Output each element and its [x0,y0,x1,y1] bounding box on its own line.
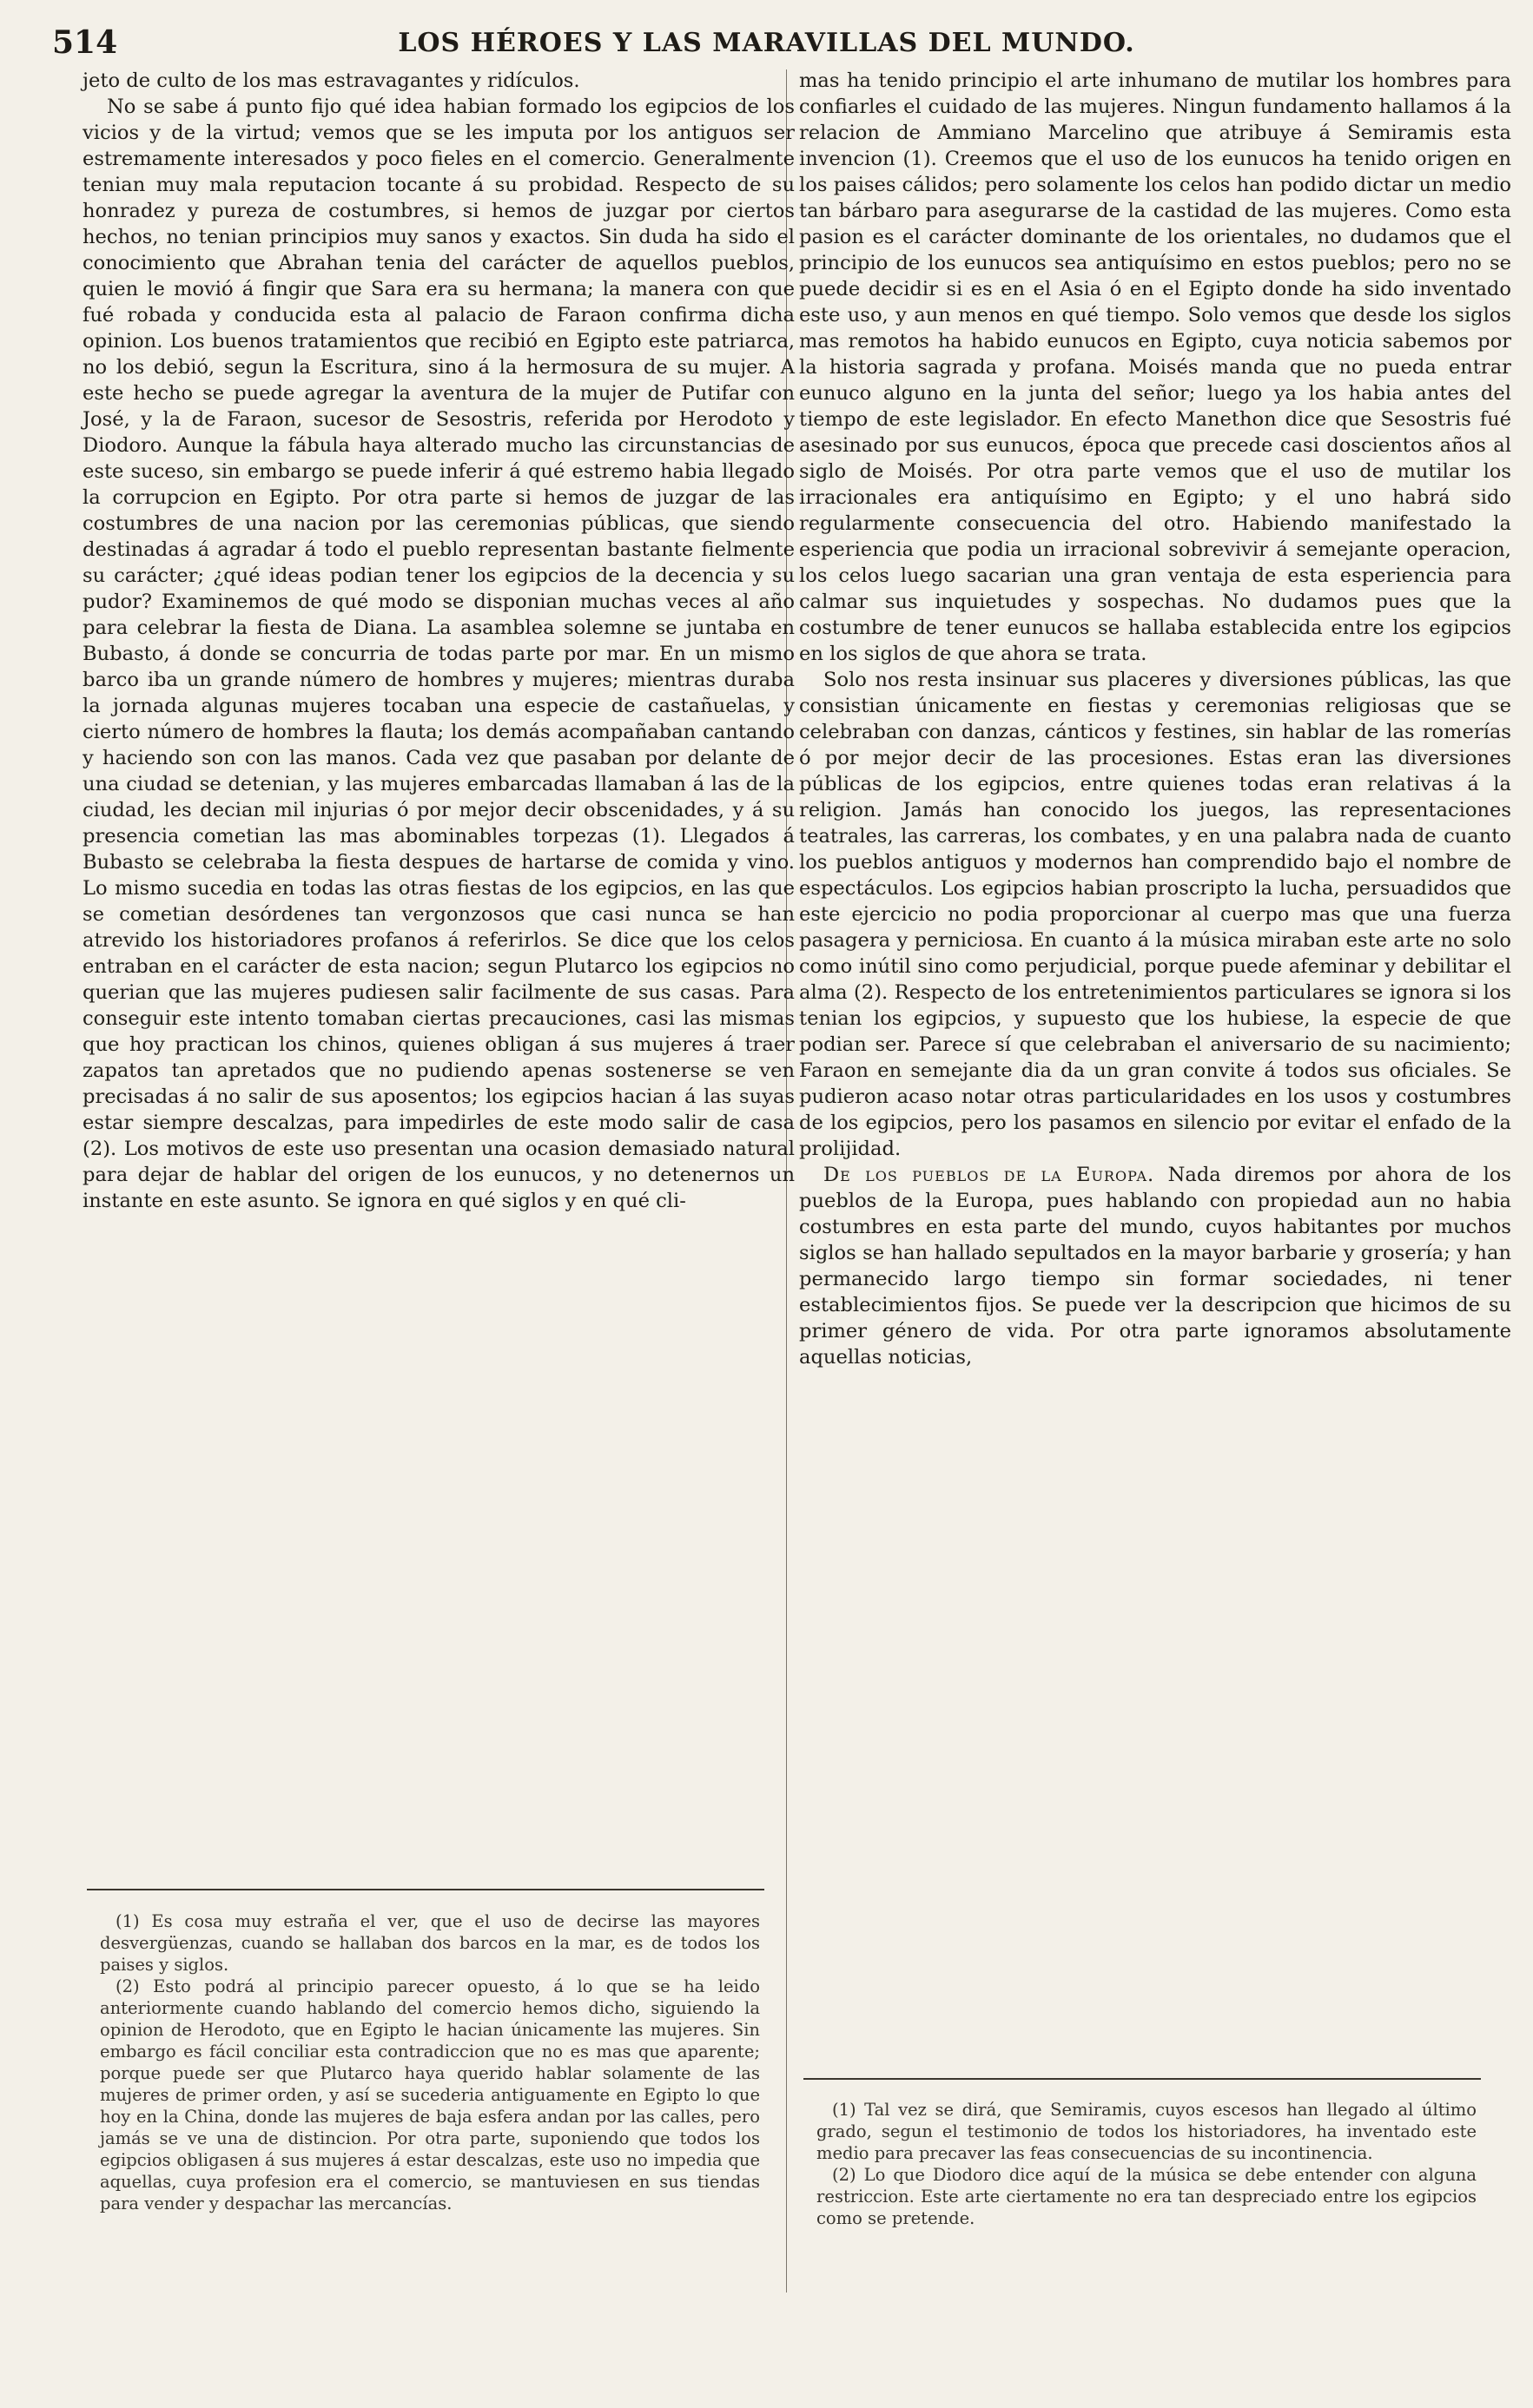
page-header [52,24,1481,68]
footnote: (1) Es cosa muy estraña el ver, que el uso de decirse las mayores desvergüenzas, cuando se hallaban dos barcos en la mar, es de todos los paises y siglos. [100,1911,760,1975]
paragraph: Solo nos resta insinuar sus placeres y diversiones públicas, las que consistian únicamente en fiestas y ceremonias religiosas que se celebraban con danzas, cánticos y festines, sin hablar de las romerías ó por mejor decir de las procesiones. Estas eran las diversiones públicas de los egipcios, entre quienes todas eran relativas á la religion. Jamás han conocido los juegos, las representaciones teatrales, las carreras, los combates, y en una palabra nada de cuanto los pueblos antiguos y modernos han comprendido bajo el nombre de espectáculos. Los egipcios habian proscripto la lucha, persuadidos que este ejercicio no podia proporcionar al cuerpo mas que una fuerza pasagera y perniciosa. En cuanto á la música miraban este arte no solo como inútil sino como perjudicial, porque puede afeminar y debilitar el alma (2). Respecto de los entretenimientos particulares se ignora si los tenian los egipcios, y supuesto que los hubiese, la especie de que podian ser. Parece sí que celebraban el aniversario de su nacimiento; Faraon en semejante dia da un gran convite á todos sus oficiales. Se pudieron acaso notar otras particularidades en los usos y costumbres de los egipcios, pero los pasamos en silencio por evitar el enfado de la prolijidad. [799,669,1511,1160]
paragraph: mas ha tenido principio el arte inhumano de mutilar los hombres para confiarles el cuidado de las mujeres. Ningun fundamento hallamos á la relacion de Ammiano Marcelino que atribuye á Semiramis esta invencion (1). Creemos que el uso de los eunucos ha tenido origen en los paises cálidos; pero solamente los celos han podido dictar un medio tan bárbaro para asegurarse de la castidad de las mujeres. Como esta pasion es el carácter dominante de los orientales, no dudamos que el principio de los eunucos sea antiquísimo en estos pueblos; pero no se puede decidir si es en el Asia ó en el Egipto donde ha sido inventado este uso, y aun menos en qué tiempo. Solo vemos que desde los siglos mas remotos ha habido eunucos en Egipto, cuya noticia sabemos por la historia sagrada y profana. Moisés manda que no pueda entrar eunuco alguno en la junta del señor; luego ya los habia antes del tiempo de este legislador. En efecto Manethon dice que Sesostris fué asesinado por sus eunucos, época que precede casi doscientos años al siglo de Moisés. Por otra parte vemos que el uso de mutilar los irracionales era antiquísimo en Egipto; y el uno habrá sido regularmente consecuencia del otro. Habiendo manifestado la esperiencia que podia un irracional sobrevivir á semejante operacion, los celos luego sacarian una gran ventaja de esta esperiencia para calmar sus inquietudes y sospechas. No dudamos pues que la costumbre de tener eunucos se hallaba establecida entre los egipcios en los siglos de que ahora se trata. [799,69,1511,665]
footnotes-left [100,1910,760,2214]
left-column [83,68,795,1214]
page-number: 514 [52,24,118,61]
section-heading: De los pueblos de la Europa. [823,1164,1155,1186]
footnote: (1) Tal vez se dirá, que Semiramis, cuyos escesos han llegado al último grado, segun el testimonio de todos los historiadores, ha inventado este medio para precaver las feas consecuencias de su incontinencia. [816,2100,1477,2163]
section-text: Nada diremos por ahora de los pueblos de la Europa, pues hablando con propiedad aun no habia costumbres en esta parte del mundo, cuyos habitantes por muchos siglos se han hallado sepultados en la mayor barbarie y grosería; y han permanecido largo tiempo sin formar sociedades, ni tener establecimientos fijos. Se puede ver la descripcion que hicimos de su primer género de vida. Por otra parte ignoramos absolutamente aquellas noticias, [799,1164,1511,1369]
running-title: LOS HÉROES Y LAS MARAVILLAS DEL MUNDO. [398,28,1135,58]
footnote: (2) Esto podrá al principio parecer opuesto, á lo que se ha leido anteriormente cuando hablando del comercio hemos dicho, siguiendo la opinion de Herodoto, que en Egipto le hacian únicamente las mujeres. Sin embargo es fácil conciliar esta contradiccion que no es mas que aparente; porque puede ser que Plutarco haya querido hablar solamente de las mujeres de primer orden, y así se sucederia antiguamente en Egipto lo que hoy en la China, donde las mujeres de baja esfera andan por las calles, pero jamás se ve una de distincion. Por otra parte, suponiendo que todos los egipcios obligasen á sus mujeres á estar descalzas, este uso no impedia que aquellas, cuya profesion era el comercio, se mantuviesen en sus tiendas para vender y despachar las mercancías. [100,1976,760,2213]
paragraph: No se sabe á punto fijo qué idea habian formado los egipcios de los vicios y de la virtud; vemos que se les imputa por los antiguos ser estremamente interesados y poco fieles en el comercio. Generalmente tenian muy mala reputacion tocante á su probidad. Respecto de su honradez y pureza de costumbres, si hemos de juzgar por ciertos hechos, no tenian principios muy sanos y exactos. Sin duda ha sido el conocimiento que Abrahan tenia del carácter de aquellos pueblos, quien le movió á fingir que Sara era su hermana; la manera con que fué robada y conducida esta al palacio de Faraon confirma dicha opinion. Los buenos tratamientos que recibió en Egipto este patriarca, no los debió, segun la Escritura, sino á la hermosura de su mujer. A este hecho se puede agregar la aventura de la mujer de Putifar con José, y la de Faraon, sucesor de Sesostris, referida por Herodoto y Diodoro. Aunque la fábula haya alterado mucho las circunstancias de este suceso, sin embargo se puede inferir á qué estremo habia llegado la corrupcion en Egipto. Por otra parte si hemos de juzgar de las costumbres de una nacion por las ceremonias públicas, que siendo destinadas á agradar á todo el pueblo representan bastante fielmente su carácter; ¿qué ideas podian tener los egipcios de la decencia y su pudor? Examinemos de qué modo se disponian muchas veces al año para celebrar la fiesta de Diana. La asamblea solemne se juntaba en Bubasto, á donde se concurria de todas parte por mar. En un mismo barco iba un grande número de hombres y mujeres; mientras duraba la jornada algunas mujeres tocaban una especie de castañuelas, y cierto número de hombres la flauta; los demás acompañaban cantando y haciendo son con las manos. Cada vez que pasaban por delante de una ciudad se detenian, y las mujeres embarcadas llamaban á las de la ciudad, les decian mil injurias ó por mejor decir obscenidades, y á su presencia cometian las mas abominables torpezas (1). Llegados á Bubasto se celebraba la fiesta despues de hartarse de comida y vino. Lo mismo sucedia en todas las otras fiestas de los egipcios, en las que se cometian desórdenes tan vergonzosos que casi nunca se han atrevido los historiadores profanos á referirlos. Se dice que los celos entraban en el carácter de esta nacion; segun Plutarco los egipcios no querian que las mujeres pudiesen salir facilmente de sus casas. Para conseguir este intento tomaban ciertas precauciones, casi las mismas que hoy practican los chinos, quienes obligan á sus mujeres á traer zapatos tan apretados que no pudiendo apenas sostenerse se ven precisadas á no salir de sus aposentos; los egipcios hacian á las suyas estar siempre descalzas, para impedirles de este modo salir de casa (2). Los motivos de este uso presentan una ocasion demasiado natural para dejar de hablar del origen de los eunucos, y no detenernos un instante en este asunto. Se ignora en qué siglos y en qué cli- [83,96,795,1212]
paragraph: jeto de culto de los mas estravagantes y ridículos. [83,69,580,92]
footnotes-right [816,2099,1477,2229]
section-paragraph [799,1162,1511,1370]
footnote-rule-right [803,2078,1481,2080]
right-column [799,68,1511,1370]
footnote-rule-left [87,1889,764,1890]
footnote: (2) Lo que Diodoro dice aquí de la música se debe entender con alguna restriccion. Este arte ciertamente no era tan despreciado entre los egipcios como se pretende. [816,2165,1477,2228]
